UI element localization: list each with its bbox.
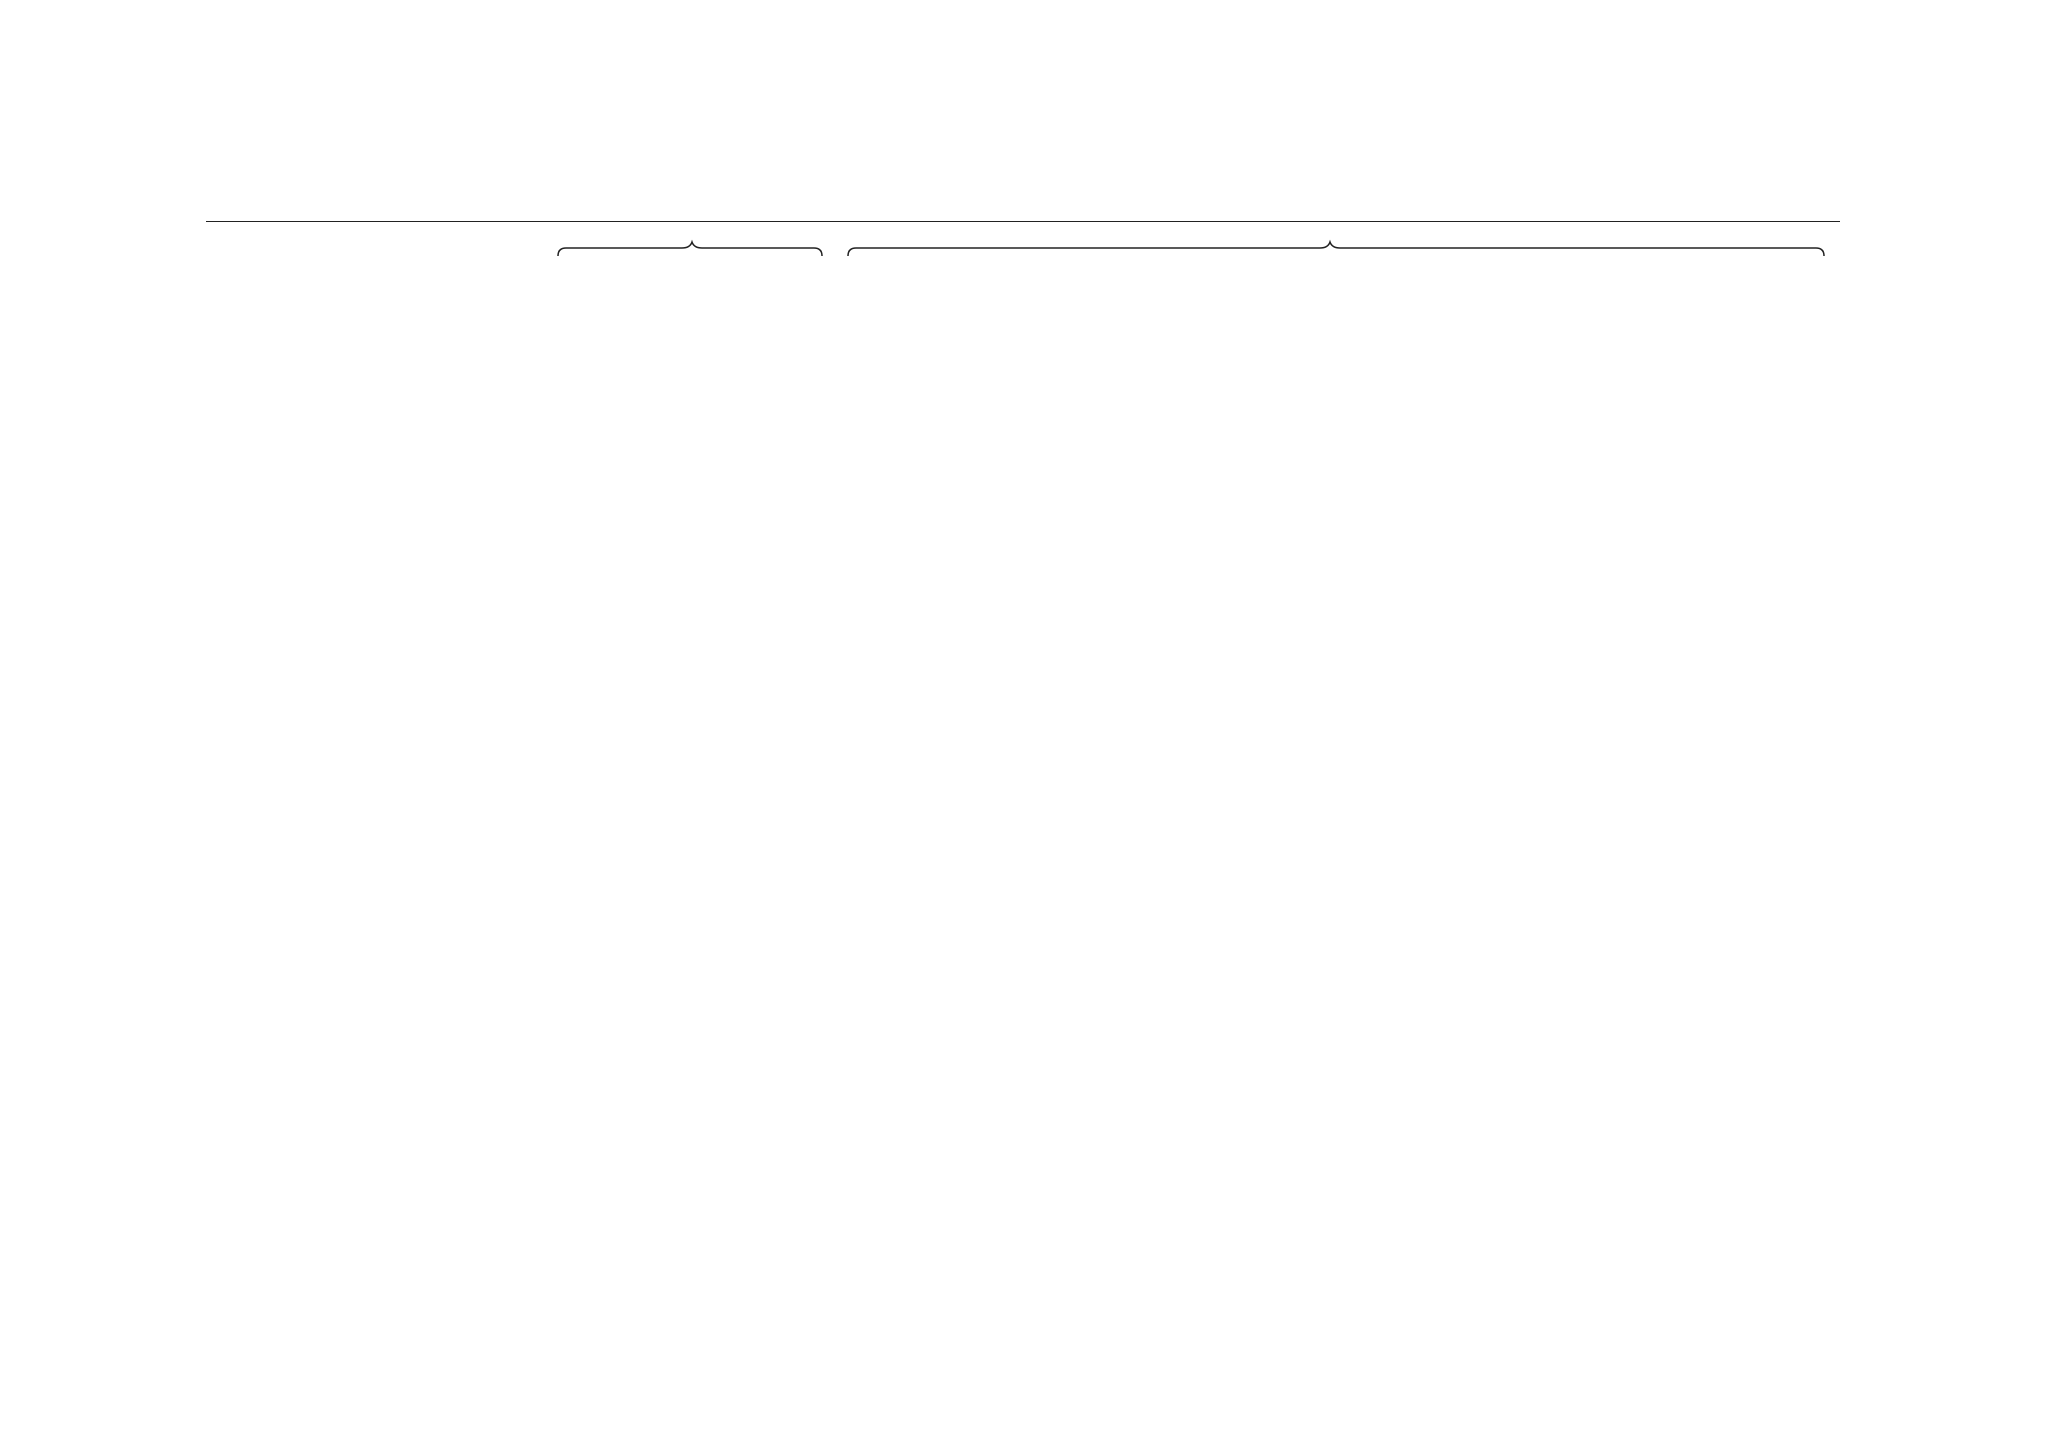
r2-note [792, 640, 818, 950]
